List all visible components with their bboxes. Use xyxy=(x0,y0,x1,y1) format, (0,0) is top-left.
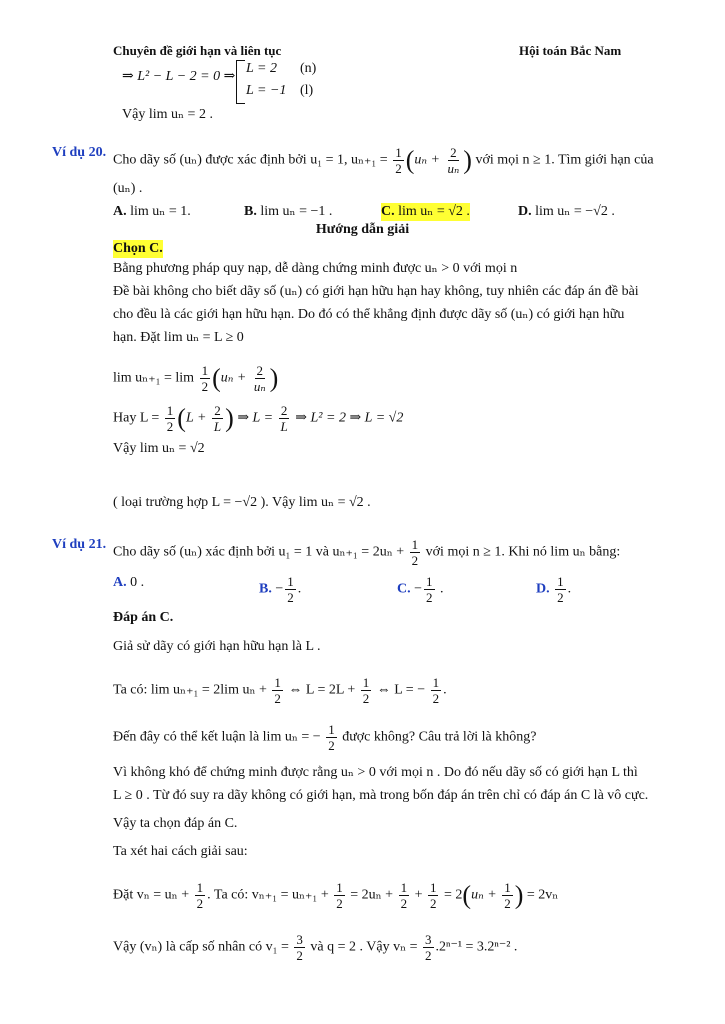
intro-tag2: (l) xyxy=(300,83,314,98)
ex20-option-b[interactable]: B. lim uₙ = −1 . xyxy=(244,204,333,219)
ex20-step-8: ( loại trường hợp L = −√2 ). Vậy lim uₙ = √2 . xyxy=(113,495,371,510)
ex21-substitution: Đặt vₙ = uₙ + $\frac{1}{2}$ . Ta có: vₙ₊₁ = uₙ₊₁ + $\frac{1}{2}$ = 2uₙ + $\frac{1}{2}$ + $\frac{1}{2}$ = 2(uₙ + $\frac{1}{2}$ ) = 2vₙ xyxy=(113,880,559,911)
example-20-question-end: (uₙ) . xyxy=(113,181,143,196)
ex21-option-c[interactable]: C. − $\frac{1}{2}$ . xyxy=(397,574,444,605)
ex21-limit-equation: Ta có: lim uₙ₊₁ = 2lim uₙ + $\frac{1}{2}$ ⇔ L = 2L + $\frac{1}{2}$ ⇔ L = − $\frac{1}{2}$ . xyxy=(113,675,447,706)
ex21-text-1: Giả sử dãy có giới hạn hữu hạn là L . xyxy=(113,639,321,654)
ex21-answer: Đáp án C. xyxy=(113,610,174,625)
guide-title: Hướng dẫn giải xyxy=(315,222,410,237)
example-20-question: Cho dãy số (uₙ) được xác định bởi u₁ = 1, uₙ₊₁ = $\frac{1}{2}$ (uₙ + $\frac{2}{\text{uₙ}}$ ) với mọi n ≥ 1. Tìm giới hạn của xyxy=(113,145,654,176)
ex20-solve-equation: Hay L = $\frac{1}{2}$ (L + $\frac{2}{L}$ ) ⇒ L = $\frac{2}{L}$ ⇒ L² = 2 ⇒ L = √2 xyxy=(113,403,404,434)
ex21-option-d[interactable]: D. $\frac{1}{2}$ . xyxy=(536,574,572,605)
ex20-option-c[interactable]: C. lim uₙ = √2 . xyxy=(381,204,470,219)
ex21-conclusion: Vậy (vₙ) là cấp số nhân có v₁ = $\frac{3}{2}$ và q = 2 . Vậy vₙ = $\frac{3}{2}$ .2ⁿ⁻¹ = 3.2ⁿ⁻² . xyxy=(113,932,518,963)
ex21-text-3: Đến đây có thể kết luận là lim uₙ = − $\frac{1}{2}$ được không? Câu trả lời là không? xyxy=(113,722,537,753)
ex20-step-1: Bằng phương pháp quy nạp, dễ dàng chứng minh được uₙ > 0 với mọi n xyxy=(113,261,518,276)
ex20-step-7: Vậy lim uₙ = √2 xyxy=(113,441,205,456)
ex20-limit-equation: lim uₙ₊₁ = lim $\frac{1}{2}$ (uₙ + $\frac{2}{\text{uₙ}}$ ) xyxy=(113,363,279,394)
intro-conclusion: Vậy lim uₙ = 2 . xyxy=(122,107,213,122)
example-20-label: Ví dụ 20. xyxy=(52,145,107,160)
intro-tag1: (n) xyxy=(300,61,317,76)
header-left: Chuyên đề giới hạn và liên tục xyxy=(113,43,282,58)
intro-case1: L = 2 xyxy=(246,61,277,76)
intro-case2: L = −1 xyxy=(246,83,287,98)
ex20-step-3: cho đều là các giới hạn hữu hạn. Do đó có thể khẳng định được dãy số (uₙ) có giới hạn hữu xyxy=(113,307,625,322)
ex21-text-4: Vì không khó để chứng minh được rằng uₙ > 0 với mọi n . Do đó nếu dãy số có giới hạn L thì xyxy=(113,765,638,780)
ex21-text-7: Ta xét hai cách giải sau: xyxy=(113,844,248,859)
example-21-question: Cho dãy số (uₙ) xác định bởi u₁ = 1 và uₙ₊₁ = 2uₙ + $\frac{1}{2}$ với mọi n ≥ 1. Khi nó lim uₙ bằng: xyxy=(113,537,621,568)
ex21-option-b[interactable]: B. − $\frac{1}{2}$ . xyxy=(259,574,302,605)
ex20-option-a[interactable]: A. lim uₙ = 1. xyxy=(113,204,191,219)
ex20-step-4: hạn. Đặt lim uₙ = L ≥ 0 xyxy=(113,330,244,345)
ex20-step-2: Đề bài không cho biết dãy số (uₙ) có giới hạn hữu hạn hay không, tuy nhiên các đáp án đề bài xyxy=(113,284,639,299)
intro-equation: ⇒ L² − L − 2 = 0 ⇒ xyxy=(122,69,236,84)
example-21-label: Ví dụ 21. xyxy=(52,537,107,552)
ex20-option-d[interactable]: D. lim uₙ = −√2 . xyxy=(518,204,615,219)
ex21-option-a[interactable]: A. 0 . xyxy=(113,575,145,590)
ex21-text-6: Vậy ta chọn đáp án C. xyxy=(113,816,238,831)
ex21-text-5: L ≥ 0 . Từ đó suy ra dãy không có giới hạn, mà trong bốn đáp án trên chỉ có đáp án C là vô cực. xyxy=(113,788,649,803)
header-right: Hội toán Bắc Nam xyxy=(519,43,622,58)
case-bracket xyxy=(236,60,245,104)
ex20-choice: Chọn C. xyxy=(113,241,163,256)
